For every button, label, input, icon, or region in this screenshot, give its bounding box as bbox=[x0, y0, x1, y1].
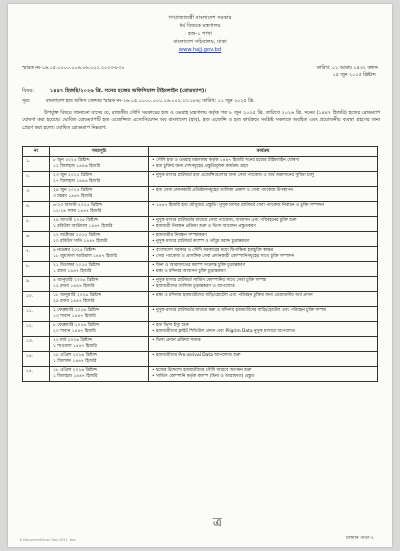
table-row bbox=[23, 172, 378, 187]
table-row bbox=[23, 202, 378, 217]
activity-line: • সেবা প্যাকেজ ও প্রাসঙ্গিক সেবা প্রদানকারী কোম্পানিসমূহের সাথে চুক্তি সম্পাদন bbox=[152, 254, 295, 259]
activity-line: • হজ ভিসা ইস্যু শুরু bbox=[152, 323, 189, 328]
continuation-note: চলমান পাতা-২ bbox=[346, 536, 374, 541]
row-serial: ৪. bbox=[23, 202, 50, 217]
letterhead-line2: ধর্ম বিষয়ক মন্ত্রণালয় bbox=[179, 23, 221, 29]
document-page bbox=[8, 4, 392, 547]
activity-line: • সার্ভিস কোম্পানি কর্তৃক ক্যাম্প (মিনা ও আরাফাত) প্রস্তুত bbox=[152, 374, 255, 379]
schedule-line: ৯ নভেম্বর ২০২৫ খ্রিষ্টাব্দ bbox=[53, 248, 96, 253]
row-activity bbox=[149, 307, 378, 322]
schedule-line: ১৮ এপ্রিল ২০২৬ খ্রিষ্টাব্দ bbox=[53, 353, 97, 358]
row-activity bbox=[149, 337, 378, 352]
activity-line: • মিনা ও আরাফাতের ক্যাম্প সংক্রান্ত চুক্তি চূড়ান্তকরণ bbox=[152, 263, 246, 268]
row-serial: ৫. bbox=[23, 217, 50, 232]
schedule-line: ১ ফেব্রুয়ারি ২০২৬ খ্রিষ্টাব্দ bbox=[53, 308, 100, 313]
row-activity bbox=[149, 217, 378, 232]
table-row bbox=[23, 322, 378, 337]
subject-text: ১৪৪৭ হিজরি/২০২৬ খ্রি. সনের হজের অফিসিয়াল টাইমলাইন (রোডম্যাপ)। bbox=[49, 88, 207, 94]
row-activity bbox=[149, 247, 378, 262]
roadmap-table bbox=[22, 146, 378, 382]
schedule-line: ২৭ জিলহজ ১৪৪৬ হিজরি bbox=[53, 179, 101, 184]
row-serial: ১. bbox=[23, 157, 50, 172]
schedule-line: ১ রজব ১৪৪৭ হিজরি bbox=[53, 269, 92, 274]
row-activity bbox=[149, 367, 378, 382]
schedule-line: ১৮ জানুয়ারি ২০২৬ খ্রিষ্টাব্দ bbox=[53, 293, 102, 298]
activity-line: • নুসুক মাসার প্লাটফর্মে সার্ভিস কোম্পানির সাথে সেবা চুক্তি সম্পন্ন bbox=[152, 278, 267, 283]
activity-line: • ভিসা প্রদান প্রক্রিয়া সমাপ্ত bbox=[152, 338, 201, 343]
schedule-line: ৪ জানুয়ারি ২০২৬ খ্রিষ্টাব্দ bbox=[53, 278, 99, 283]
letterhead-line1: গণপ্রজাতন্ত্রী বাংলাদেশ সরকার bbox=[168, 15, 232, 21]
row-schedule bbox=[50, 337, 149, 352]
date-block bbox=[317, 65, 378, 79]
activity-line: • হজ সেবা প্রদানকারী প্রতিষ্ঠানসমূহের তালিকা প্রকাশ ও সেবা প্যাকেজ উপস্থাপন bbox=[152, 188, 293, 193]
row-schedule bbox=[50, 307, 149, 322]
header-serial: নং bbox=[23, 147, 50, 157]
schedule-line: ১৩ শাবান ১৪৪৭ হিজরি bbox=[53, 314, 96, 319]
activity-line: • ১৪৪৭ হিজরি হজ মৌসুমের প্রস্তুতি: নুসুক মাসার প্লাটফর্মে সেবা প্যাকেজ নির্বাচন ও চুক্তি সম্পাদন bbox=[152, 203, 324, 208]
table-row bbox=[23, 277, 378, 292]
header-schedule: সময়সূচি bbox=[50, 147, 149, 157]
table-row bbox=[23, 217, 378, 232]
website-link[interactable]: www.hajj.gov.bd bbox=[178, 47, 222, 53]
schedule-line: ৩ মহরম ১৪৪৭ হিজরি bbox=[53, 194, 93, 199]
schedule-line: ২৪ আগস্ট ২০২৫ খ্রিষ্টাব্দ bbox=[53, 218, 98, 223]
row-activity bbox=[149, 187, 378, 202]
activity-line: • নুসুক মাসার প্লাটফর্মের মাধ্যমে সেবা প্যাকেজ, আবাসন এবং পরিবহনের চুক্তি শুরু bbox=[152, 218, 297, 223]
letterhead-line3: হজ-১ শাখা bbox=[188, 31, 212, 37]
row-schedule bbox=[50, 157, 149, 172]
schedule-line: ২০ শাবান ১৪৪৭ হিজরি bbox=[53, 329, 96, 334]
row-activity bbox=[149, 262, 378, 277]
table-row bbox=[23, 247, 378, 262]
schedule-line: ২০ মার্চ ২০২৬ খ্রিষ্টাব্দ bbox=[53, 338, 92, 343]
table-row bbox=[23, 367, 378, 382]
schedule-line: ১৮ জুমাদাল আউয়াল ১৪৪৭ হিজরি bbox=[53, 254, 118, 259]
row-activity bbox=[149, 232, 378, 247]
row-serial: ১২. bbox=[23, 322, 50, 337]
schedule-line: ১৫ রজব ১৪৪৭ হিজরি bbox=[53, 284, 95, 289]
table-row bbox=[23, 337, 378, 352]
activity-line: • হজযাত্রীদের Pre-arrival Data আপলোড শুরু bbox=[152, 353, 241, 358]
body-text: উপর্যুক্ত বিষয়ে জানানো যাচ্ছে যে, রাজকীয় সৌদি সরকারের হজ ও ওমরাহ মন্ত্রণালয় কর্তৃক গত ৮ জুন ২০২৫ খ্রি. তারিখে ২০২৬ খ্রি. সনের (১৪৪৭ হিজরি) হজের রোডম্যাপ ঘোষণা করা হয়েছে। ঘোষিত রোডম্যাপটি হজ এজেন্সিজ এসোসিয়েশন অব বাংলাদেশ (হাব), হজ এজেন্সি ও হজ কার্যক্রমে সংশ্লিষ্ট সকলকে অবহিত এবং প্রয়োজনীয় ব্যবস্থা গ্রহণের জন্য প্রেরণ করা হলো। ঘোষিত রোডম্যাপ নিম্নরূপ: bbox=[22, 111, 380, 131]
row-schedule bbox=[50, 262, 149, 277]
row-activity bbox=[149, 172, 378, 187]
row-schedule bbox=[50, 202, 149, 217]
table-row bbox=[23, 157, 378, 172]
activity-line: • নুসুক মাসার প্লাটফর্মে ক্যাম্প ও তাঁবুর বরাদ্দ চূড়ান্তকরণ bbox=[152, 239, 250, 244]
row-serial: ২. bbox=[23, 172, 50, 187]
row-activity bbox=[149, 352, 378, 367]
row-serial: ৮. bbox=[23, 262, 50, 277]
row-schedule bbox=[50, 247, 149, 262]
row-schedule bbox=[50, 352, 149, 367]
schedule-line: ১ রবিউল আউয়াল ১৪৪৭ হিজরি bbox=[53, 224, 113, 229]
row-activity bbox=[149, 157, 378, 172]
schedule-line: ৬-২৩ আগস্ট ২০২৫ খ্রিষ্টাব্দ bbox=[53, 203, 103, 208]
date-bengali: ০১ আষাঢ় ১৪৩২ বঙ্গাব্দ bbox=[331, 66, 378, 71]
schedule-line: ১৮ এপ্রিল ২০২৬ খ্রিষ্টাব্দ bbox=[53, 368, 97, 373]
row-schedule bbox=[50, 232, 149, 247]
schedule-line: ১২ অক্টোবর ২০২৫ খ্রিষ্টাব্দ bbox=[53, 233, 101, 238]
schedule-line: ৮ জুন ২০২৫ খ্রিষ্টাব্দ bbox=[53, 158, 90, 163]
schedule-line: ২৩ জুন ২০২৫ খ্রিষ্টাব্দ bbox=[53, 173, 93, 178]
date-label: তারিখ: bbox=[316, 66, 331, 71]
schedule-line: ১ জিলহজ ১৪৪৭ হিজরি bbox=[53, 374, 98, 379]
schedule-line: ২১ ডিসেম্বর ২০২৫ খ্রিষ্টাব্দ bbox=[53, 263, 100, 268]
reference-line bbox=[22, 65, 378, 79]
table-row bbox=[23, 232, 378, 247]
row-serial: ১১. bbox=[23, 307, 50, 322]
subject-line bbox=[22, 88, 378, 96]
activity-line: • হজযাত্রীদের তালিকা চূড়ান্তকরণ ও আপলোড bbox=[152, 284, 235, 289]
activity-line: • হজযাত্রীদের ফ্লাইট শিডিউল প্রদান এবং Pilgrim Data নুসুক মাসারে আপলোড bbox=[152, 329, 296, 334]
letterhead bbox=[8, 4, 392, 54]
activity-line: • সৌদি হজ ও ওমরাহ মন্ত্রণালয় কর্তৃক ১৪৪৭ হিজরি সনের হজের টাইমলাইন ঘোষণা bbox=[152, 158, 300, 163]
activity-line: • হজের উদ্দেশ্যে হজযাত্রীদের সৌদি আরবে আগমন শুরু bbox=[152, 368, 252, 373]
row-schedule bbox=[50, 277, 149, 292]
date-gregorian: ১৫ জুন ২০২৫ খ্রিষ্টাব্দ bbox=[332, 73, 376, 78]
row-activity bbox=[149, 322, 378, 337]
body-paragraph bbox=[22, 110, 380, 132]
table-header-row bbox=[23, 147, 378, 157]
schedule-line: ৮ ফেব্রুয়ারি ২০২৬ খ্রিষ্টাব্দ bbox=[53, 323, 100, 328]
row-serial: ১৪. bbox=[23, 352, 50, 367]
activity-line: • নুসুক মাসার প্লাটফর্মের মাধ্যমে মক্কা ও মদিনায় হজযাত্রীদের বাড়ি/হোটেল এবং পরিবহন চুক্তি সম্পন্ন bbox=[152, 308, 326, 313]
table-body bbox=[23, 157, 378, 382]
source-text: বাংলাদেশ হজ অফিস জেদ্দার স্মারক নং-১৬.০৫.০০০০.০০০.১৬.০০২.২৩.১৮৬; তারিখ: ১১ জুন ২০২৫ খ্রি. bbox=[45, 99, 255, 104]
table-row bbox=[23, 307, 378, 322]
schedule-line: ১ শাওয়াল ১৪৪৭ হিজরি bbox=[53, 344, 97, 349]
table-row bbox=[23, 262, 378, 277]
source-line bbox=[22, 98, 378, 106]
activity-line: • নুসুক মাসার প্লাটফর্মে হজ এজেন্সিগুলোর জন্য সেবা প্যাকেজ ও অর্থ জমাদানের সুবিধা চালু bbox=[152, 173, 314, 178]
schedule-line: ২৯ জুন ২০২৫ খ্রিষ্টাব্দ bbox=[53, 188, 93, 193]
signature: ত্র bbox=[213, 515, 222, 529]
row-activity bbox=[149, 277, 378, 292]
table-row bbox=[23, 187, 378, 202]
footer-note: E-Document/Scan Nov 2011 .doc bbox=[20, 538, 76, 542]
header-activity: কার্যক্রম bbox=[149, 147, 378, 157]
activity-line: • হজ চুক্তির জন্য দেশসমূহের প্রস্তুতিমূলক কার্যক্রম গ্রহণ bbox=[152, 164, 249, 169]
activity-line: • মক্কা ও মদিনায় হজযাত্রীদের বাড়ি/হোটেল এবং পরিবহন চুক্তির জন্য প্রয়োজনীয় অর্থ প্রদান bbox=[152, 293, 313, 298]
schedule-line: ২৯ রজব ১৪৪৭ হিজরি bbox=[53, 299, 95, 304]
table-row bbox=[23, 292, 378, 307]
row-serial: ৩. bbox=[23, 187, 50, 202]
row-serial: ৯. bbox=[23, 277, 50, 292]
row-serial: ১৫. bbox=[23, 367, 50, 382]
memo-number: স্মারক নং-১৬.০৫.০০০০.০০৬.০৬.০০২.২০২৩-৮৩০ bbox=[22, 66, 125, 71]
row-serial: ১০. bbox=[23, 292, 50, 307]
subject-label: বিষয়: bbox=[22, 88, 35, 94]
row-serial: ১৩. bbox=[23, 337, 50, 352]
row-schedule bbox=[50, 322, 149, 337]
row-schedule bbox=[50, 187, 149, 202]
table-row bbox=[23, 352, 378, 367]
activity-line: • বাংলাদেশ সরকার ও সৌদি সরকারের মধ্যে দ্বিপাক্ষিক হজচুক্তি স্বাক্ষর bbox=[152, 248, 274, 253]
activity-line: • হজযাত্রী নিবন্ধন প্রক্রিয়া শুরু ও ভিসা আবেদন প্রস্তুতকরণ bbox=[152, 224, 256, 229]
source-label: সূত্র: bbox=[22, 99, 31, 104]
schedule-line: ১২ জিলহজ ১৪৪৬ হিজরি bbox=[53, 164, 101, 169]
row-serial: ৭. bbox=[23, 247, 50, 262]
row-schedule bbox=[50, 367, 149, 382]
row-activity bbox=[149, 202, 378, 217]
row-activity bbox=[149, 292, 378, 307]
letterhead-line4: বাংলাদেশ সচিবালয়, ঢাকা bbox=[173, 39, 227, 45]
row-schedule bbox=[50, 217, 149, 232]
schedule-line: ২০ রবিউস সানি ১৪৪৭ হিজরি bbox=[53, 239, 108, 244]
activity-line: • মক্কা ও মদিনার আবাসন চুক্তি চূড়ান্তকরণ bbox=[152, 269, 226, 274]
schedule-line: ১ জিলকদ ১৪৪৭ হিজরি bbox=[53, 359, 97, 364]
row-schedule bbox=[50, 292, 149, 307]
schedule-line: ১২-২৯ সফর ১৪৪৭ হিজরি bbox=[53, 209, 102, 214]
activity-line: • হজযাত্রীর নিবন্ধন সম্পন্নকরণ bbox=[152, 233, 207, 238]
row-schedule bbox=[50, 172, 149, 187]
row-serial: ৬. bbox=[23, 232, 50, 247]
